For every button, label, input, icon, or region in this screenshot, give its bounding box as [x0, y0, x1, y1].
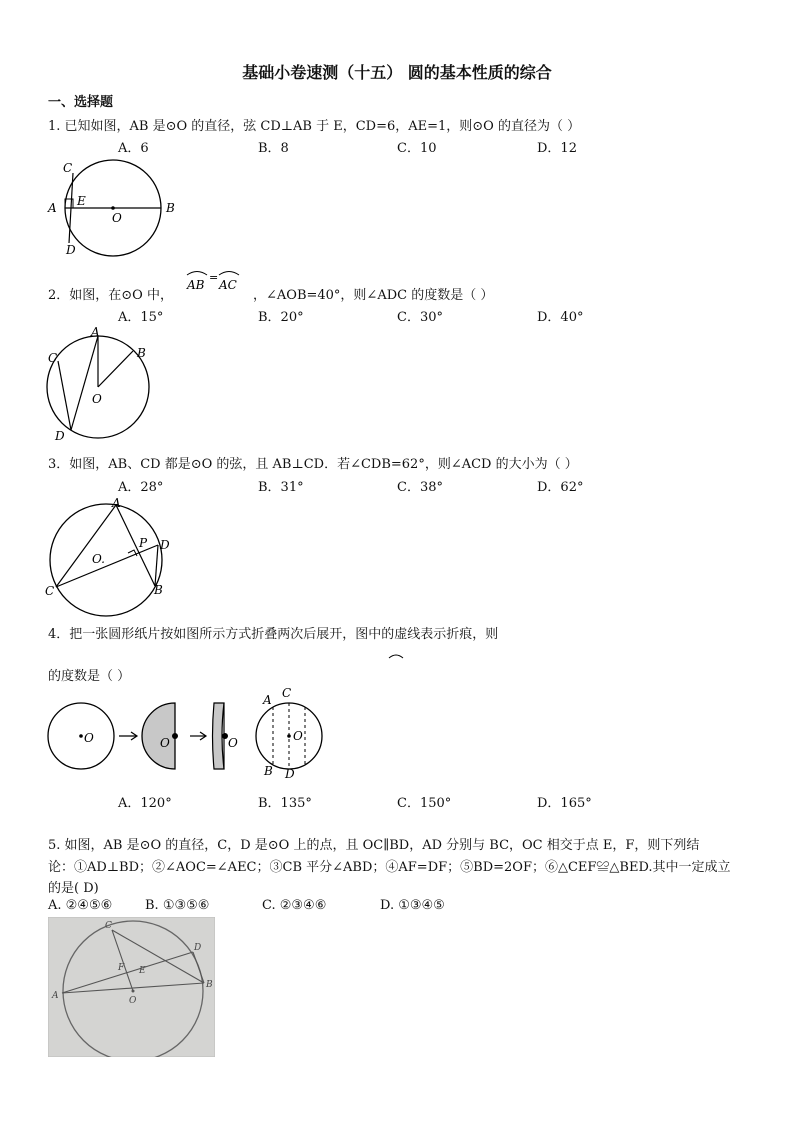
q3-text: 3．如图，AB、CD 都是⊙O 的弦，且 AB⊥CD．若∠CDB=62°，则∠ACD 的大小为（ ） [48, 457, 578, 472]
q3-label-o: O. [92, 552, 105, 566]
q5-label-c: C [105, 921, 112, 931]
q2-label-o: O [92, 392, 102, 406]
q2-arc2: AC [219, 278, 237, 292]
q1-option-c[interactable]: C．10 [397, 141, 437, 156]
q2-arc-marks [183, 265, 253, 297]
q5-label-d: D [194, 943, 202, 953]
q4-text-line1: 4．把一张圆形纸片按如图所示方式折叠两次后展开，图中的虚线表示折痕，则 [48, 627, 499, 642]
q2-option-b[interactable]: B．20° [258, 310, 304, 325]
q3-label-p: P [139, 536, 148, 550]
q2-label-c: C [48, 351, 58, 365]
q3-label-b: B [154, 583, 163, 597]
q5-label-a: A [52, 991, 59, 1001]
q5-option-a[interactable]: A. ②④⑤⑥ [48, 898, 113, 913]
q1-option-a[interactable]: A．6 [118, 141, 149, 156]
section-heading: 一、选择题 [48, 95, 114, 110]
q3-option-b[interactable]: B．31° [258, 480, 304, 495]
q3-label-a: A [112, 496, 121, 510]
q4-text-line2: 的度数是（ ） [48, 669, 131, 684]
q3-option-a[interactable]: A．28° [118, 480, 164, 495]
q4-figure [44, 686, 334, 786]
q4-label-b: B [264, 764, 273, 778]
q2-option-a[interactable]: A．15° [118, 310, 164, 325]
q1-figure [44, 155, 184, 263]
q4-label-d: D [285, 767, 295, 781]
q4-arc-mark [386, 651, 406, 661]
q2-option-c[interactable]: C．30° [397, 310, 443, 325]
q1-text: 1. 已知如图，AB 是⊙O 的直径，弦 CD⊥AB 于 E，CD=6，AE=1，则⊙O 的直径为（ ） [48, 119, 581, 134]
q4-label-o3: O [228, 736, 238, 750]
q5-label-b: B [206, 980, 213, 990]
q2-arc1: AB [187, 278, 205, 292]
q5-text-line2: 论：①AD⊥BD；②∠AOC=∠AEC；③CB 平分∠ABD；④AF=DF；⑤BD=2OF；⑥△CEF≌△BED.其中一定成立 [48, 860, 731, 875]
q5-option-c[interactable]: C. ②③④⑥ [262, 898, 327, 913]
q4-label-a: A [263, 693, 272, 707]
q5-text-line1: 5. 如图，AB 是⊙O 的直径，C，D 是⊙O 上的点，且 OC∥BD，AD 分别与 BC，OC 相交于点 E，F，则下列结 [48, 838, 700, 853]
q5-option-d[interactable]: D. ①③④⑤ [380, 898, 445, 913]
q3-label-c: C [45, 584, 55, 598]
q2-label-d: D [55, 429, 65, 443]
q2-label-a: A [91, 325, 100, 339]
q2-text-suffix: ，∠AOB=40°，则∠ADC 的度数是（ ） [253, 288, 494, 303]
q5-label-f: F [118, 963, 125, 973]
q4-label-o1: O [84, 731, 94, 745]
q4-option-c[interactable]: C．150° [397, 796, 452, 811]
q1-label-a: A [48, 201, 57, 215]
q3-figure [40, 495, 180, 623]
page-title: 基础小卷速测（十五） 圆的基本性质的综合 [242, 63, 552, 82]
q4-option-d[interactable]: D．165° [537, 796, 592, 811]
q5-option-b[interactable]: B. ①③⑤⑥ [145, 898, 210, 913]
q4-label-o4: O [293, 729, 303, 743]
q5-photo-figure [48, 917, 215, 1057]
q1-label-o: O [112, 211, 122, 225]
q2-text-prefix: 2．如图，在⊙O 中， [48, 288, 173, 303]
q1-option-b[interactable]: B．8 [258, 141, 289, 156]
q2-label-b: B [137, 346, 146, 360]
q1-label-d: D [66, 243, 76, 257]
q4-label-o2: O [160, 736, 170, 750]
q2-eq: = [209, 271, 219, 284]
q5-text-line3: 的是( D) [48, 881, 99, 896]
q3-option-d[interactable]: D．62° [537, 480, 584, 495]
q4-option-b[interactable]: B．135° [258, 796, 312, 811]
q1-label-b: B [166, 201, 175, 215]
q5-label-o: O [129, 996, 137, 1006]
q2-figure [44, 325, 159, 447]
q1-label-e: E [77, 194, 86, 208]
q3-option-c[interactable]: C．38° [397, 480, 443, 495]
q1-option-d[interactable]: D．12 [537, 141, 577, 156]
q5-label-e: E [139, 966, 146, 976]
q1-label-c: C [63, 161, 73, 175]
q4-label-c: C [282, 686, 292, 700]
q2-option-d[interactable]: D．40° [537, 310, 584, 325]
q4-option-a[interactable]: A．120° [118, 796, 172, 811]
q3-label-d: D [160, 538, 170, 552]
